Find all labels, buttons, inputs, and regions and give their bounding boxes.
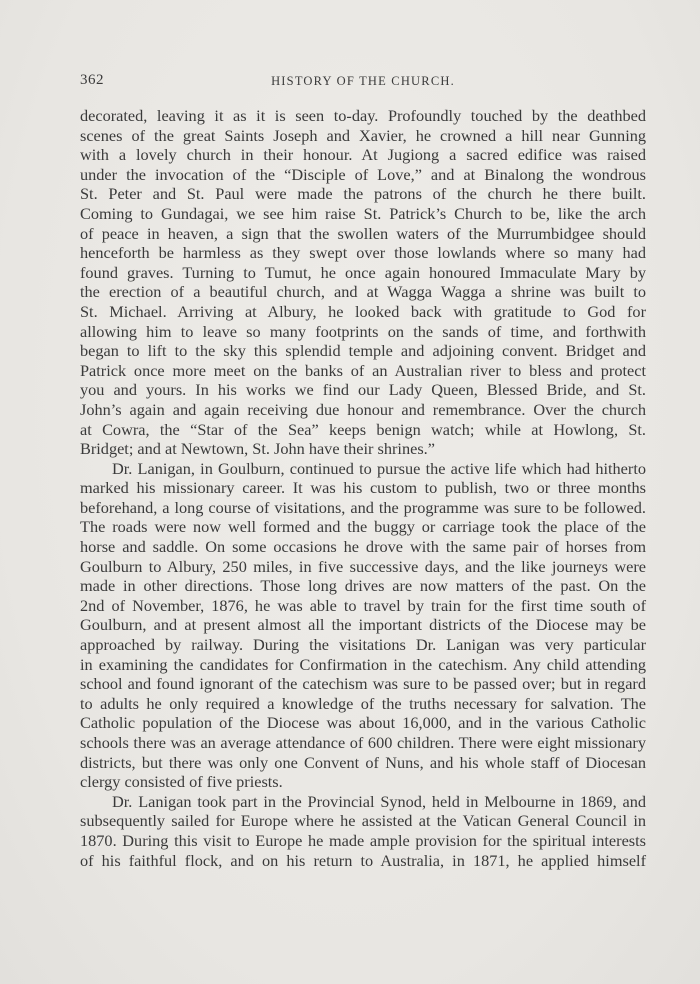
text-line: St. Michael. Arriving at Albury, he looked back with gratitude to God for — [80, 301, 646, 321]
text-line: Bridget; and at Newtown, St. John have their shrines.” — [80, 439, 435, 459]
text-line: in examining the candidates for Confirmation in the catechism. Any child attending — [80, 654, 646, 674]
page-number: 362 — [80, 72, 104, 88]
paragraph — [80, 792, 646, 870]
running-head: HISTORY OF THE CHURCH. — [271, 74, 455, 88]
page-header — [80, 72, 646, 92]
text-line: began to lift to the sky this splendid temple and adjoining convent. Bridget and — [80, 341, 646, 361]
text-line: 1870. During this visit to Europe he made ample provision for the spiritual interests — [80, 830, 646, 850]
text-line: decorated, leaving it as it is seen to-day. Profoundly touched by the deathbed — [80, 106, 646, 125]
text-line: beforehand, a long course of visitations, and the programme was sure to be followed. — [80, 497, 646, 517]
text-line: made in other directions. Those long drives are now matters of the past. On the — [80, 576, 646, 596]
text-line: The roads were now well formed and the buggy or carriage took the place of the — [80, 517, 646, 537]
text-line: Patrick once more meet on the banks of an Australian river to bless and protect — [80, 360, 646, 380]
text-line: allowing him to leave so many footprints on the sands of time, and forthwith — [80, 321, 646, 341]
text-line: 2nd of November, 1876, he was able to travel by train for the first time south of — [80, 595, 646, 615]
text-line: marked his missionary career. It was his custom to publish, two or three months — [80, 478, 646, 498]
text-line: Dr. Lanigan, in Goulburn, continued to pursue the active life which had hitherto — [112, 458, 646, 478]
text-line: with a lovely church in their honour. At Jugiong a sacred edifice was raised — [80, 145, 646, 165]
text-line: of peace in heaven, a sign that the swollen waters of the Murrumbidgee should — [80, 223, 646, 243]
text-line: henceforth be harmless as they swept over those lowlands where so many had — [80, 243, 646, 263]
text-line: Coming to Gundagai, we see him raise St. Patrick’s Church to be, like the arch — [80, 203, 646, 223]
text-line: school and found ignorant of the catechism was sure to be passed over; but in regard — [80, 674, 646, 694]
text-line: clergy consisted of five priests. — [80, 772, 283, 792]
text-line: scenes of the great Saints Joseph and Xavier, he crowned a hill near Gunning — [80, 125, 646, 145]
text-line: St. Peter and St. Paul were made the patrons of the church he there built. — [80, 184, 646, 204]
body-text — [80, 106, 646, 870]
text-line: Catholic population of the Diocese was about 16,000, and in the various Catholic — [80, 713, 646, 733]
text-line: the erection of a beautiful church, and at Wagga Wagga a shrine was built to — [80, 282, 646, 302]
text-line: you and yours. In his works we find our Lady Queen, Blessed Bride, and St. — [80, 380, 646, 400]
text-line: schools there was an average attendance of 600 children. There were eight missionary — [80, 733, 646, 752]
text-line: subsequently sailed for Europe where he assisted at the Vatican General Council in — [80, 811, 646, 831]
text-line: under the invocation of the “Disciple of Love,” and at Binalong the wondrous — [80, 164, 646, 184]
text-line: to adults he only required a knowledge of the truths necessary for salvation. The — [80, 693, 646, 713]
paragraph — [80, 459, 646, 792]
text-line: Goulburn to Albury, 250 miles, in five successive days, and the like journeys were — [80, 556, 646, 576]
text-line: found graves. Turning to Tumut, he once again honoured Immaculate Mary by — [80, 262, 646, 282]
text-line: approached by railway. During the visitations Dr. Lanigan was very particular — [80, 635, 646, 655]
paragraph — [80, 106, 646, 459]
text-line: of his faithful flock, and on his return to Australia, in 1871, he applied himself — [80, 850, 646, 870]
text-line: Goulburn, and at present almost all the important districts of the Diocese may be — [80, 615, 646, 635]
text-line: horse and saddle. On some occasions he drove with the same pair of horses from — [80, 537, 646, 557]
text-line: Dr. Lanigan took part in the Provincial Synod, held in Melbourne in 1869, and — [112, 791, 646, 811]
text-line: John’s again and again receiving due honour and remembrance. Over the church — [80, 399, 646, 419]
text-line: districts, but there was only one Convent of Nuns, and his whole staff of Diocesan — [80, 752, 646, 772]
text-line: at Cowra, the “Star of the Sea” keeps benign watch; while at Howlong, St. — [80, 419, 646, 439]
